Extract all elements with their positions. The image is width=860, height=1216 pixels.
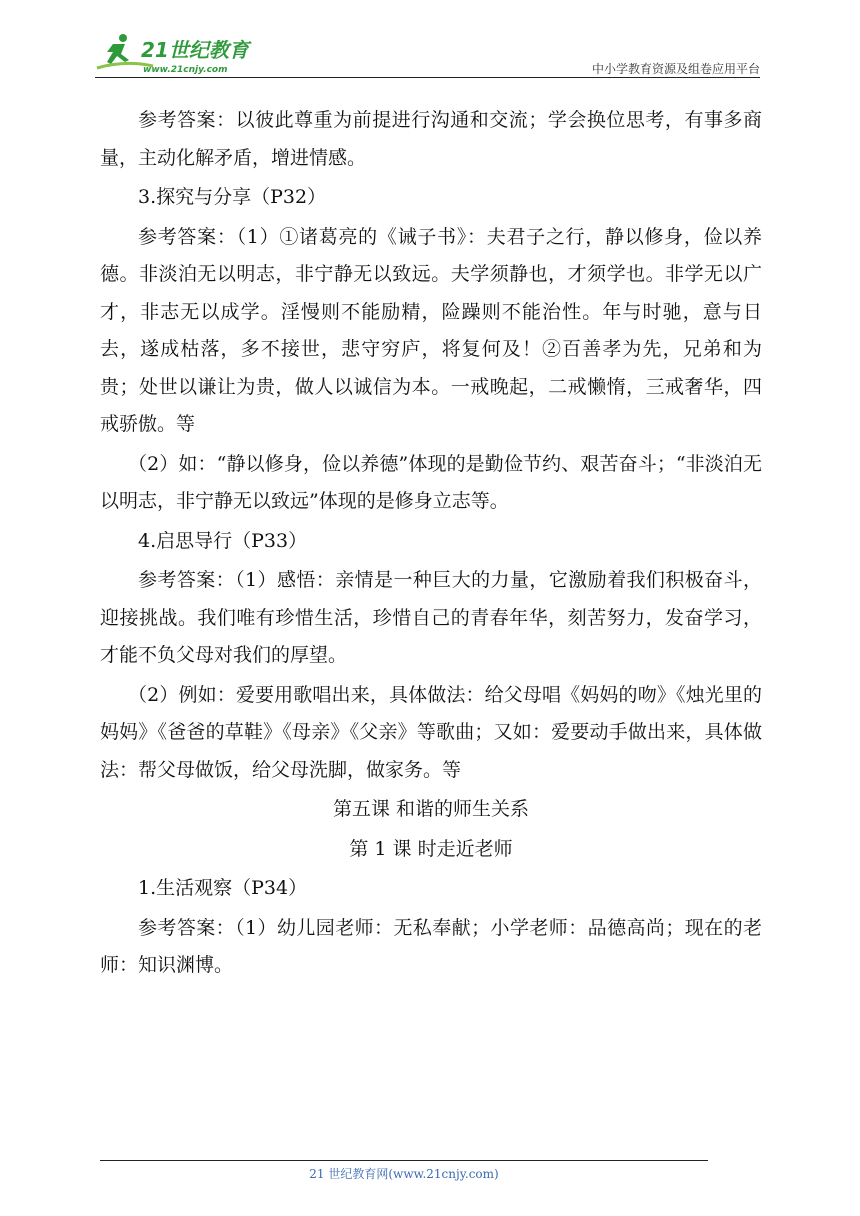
footer-divider [100, 1160, 708, 1161]
header-divider [95, 77, 760, 78]
answer-paragraph: 参考答案：以彼此尊重为前提进行沟通和交流；学会换位思考，有事多商量，主动化解矛盾，增进情感。 [100, 109, 762, 169]
document-body [100, 102, 762, 985]
logo-url: www.21cnjy.com [143, 65, 228, 75]
page-header [95, 30, 760, 78]
section-heading: 4.启思导行（P33） [138, 529, 308, 552]
answer-paragraph: 参考答案：（1）感悟：亲情是一种巨大的力量，它激励着我们积极奋斗，迎接挑战。我们唯有珍惜生活，珍惜自己的青春年华，刻苦努力，发奋学习，才能不负父母对我们的厚望。 [100, 569, 762, 666]
logo-text: 21世纪教育 [141, 38, 249, 62]
answer-paragraph: 参考答案：（1）幼儿园老师：无私奉献；小学老师：品德高尚；现在的老师：知识渊博。 [100, 916, 762, 976]
answer-paragraph: （2）如：“静以修身，俭以养德”体现的是勤俭节约、艰苦奋斗；“非淡泊无以明志，非宁静无以致远”体现的是修身立志等。 [100, 452, 762, 512]
lesson-title: 第五课 和谐的师生关系 [332, 798, 530, 820]
section-heading: 1.生活观察（P34） [138, 877, 308, 899]
footer-text: 21 世纪教育网(www.21cnjy.com) [309, 1167, 499, 1181]
answer-paragraph: 参考答案：（1）①诸葛亮的《诫子书》：夫君子之行，静以修身，俭以养德。非淡泊无以明志，非宁静无以致远。夫学须静也，才须学也。非学无以广才，非志无以成学。淫慢则不能励精，险躁则不能治性。年与时驰，意与日去，遂成枯落，多不接世，悲守穷庐，将复何及！②百善孝为先，兄弟和为贵；处世以谦让为贵，做人以诚信为本。一戒晚起，二戒懒惰，三戒奢华，四戒骄傲。等 [100, 225, 762, 435]
section-heading: 3.探究与分享（P32） [138, 186, 327, 208]
lesson-subtitle: 第 1 课 时走近老师 [349, 837, 513, 860]
answer-paragraph: （2）例如：爱要用歌唱出来，具体做法：给父母唱《妈妈的吻》《烛光里的妈妈》《爸爸的草鞋》《母亲》《父亲》等歌曲；又如：爱要动手做出来，具体做法：帮父母做饭，给父母洗脚，做家务。等 [100, 683, 762, 781]
logo-21cnjy [95, 30, 265, 78]
platform-label: 中小学教育资源及组卷应用平台 [591, 62, 760, 76]
